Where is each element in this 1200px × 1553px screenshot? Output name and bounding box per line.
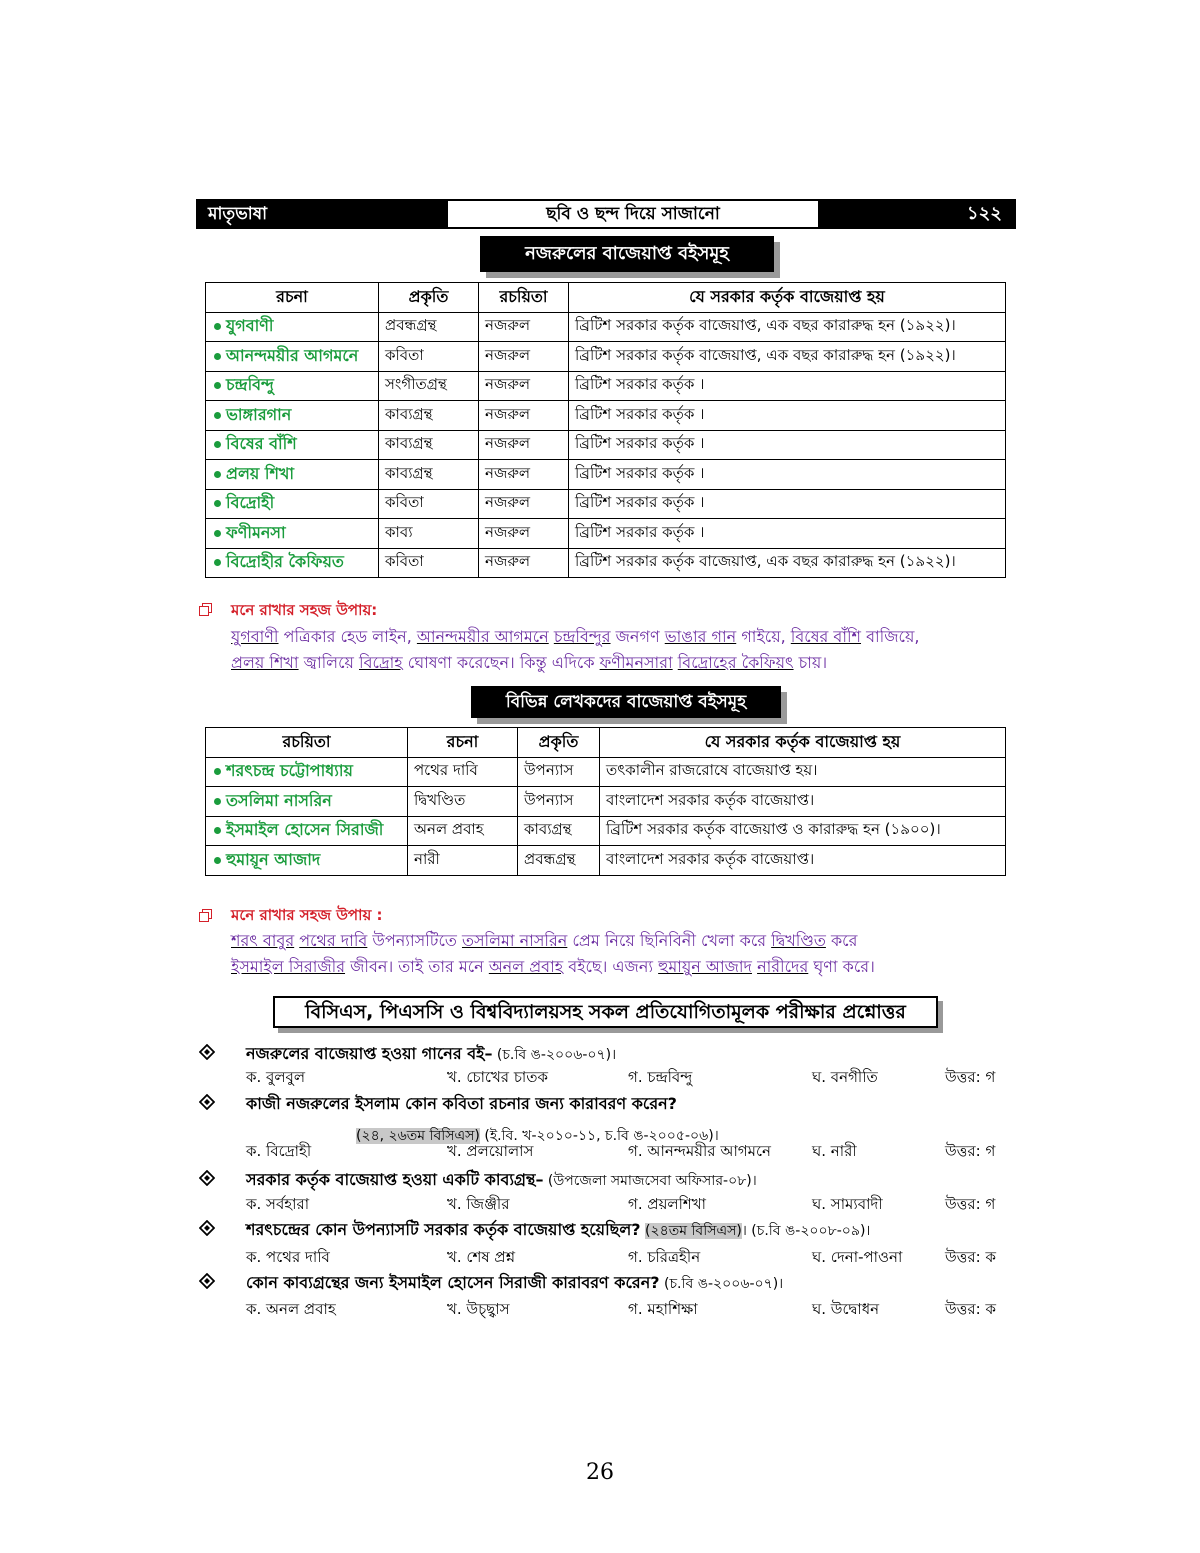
cell-text: ভাঙ্গারগান — [226, 404, 292, 424]
tip-keyword: নারীদের — [757, 957, 809, 976]
tip-text: গাইয়ে, — [736, 627, 791, 646]
question-source: (চ.বি ঙ-২০০৬-০৭)। — [659, 1276, 784, 1292]
table-cell — [600, 816, 1006, 846]
other-authors-banned-books-table — [205, 727, 1006, 876]
table-cell — [479, 489, 569, 519]
section1-title: নজরুলের বাজেয়াপ্ত বইসমূহ — [480, 236, 774, 272]
bullet-icon — [214, 441, 221, 448]
source-after: । (চ.বি ঙ-২০০৮-০৯)। — [741, 1223, 871, 1239]
table-cell — [206, 757, 408, 787]
cell-text: ব্রিটিশ সরকার কর্তৃক । — [575, 434, 705, 453]
tip1-heading: মনে রাখার সহজ উপায়: — [231, 601, 378, 619]
tip-keyword: ফণীমনসারা — [599, 653, 673, 672]
tip-text: জীবন। তাই তার মনে — [345, 957, 489, 976]
tip-keyword: অনল প্রবাহ — [488, 957, 564, 976]
bullet-icon — [214, 471, 221, 478]
bullet-icon — [214, 827, 221, 834]
table-cell — [379, 312, 479, 342]
cell-text: নজরুল — [485, 375, 531, 394]
cell-text: নজরুল — [485, 404, 531, 423]
table-row — [206, 401, 1006, 431]
bullet-icon — [214, 412, 221, 419]
table-cell — [408, 846, 518, 876]
cell-text: চন্দ্রবিন্দু — [226, 375, 274, 395]
table-cell — [569, 401, 1006, 431]
correct-answer: উত্তর: গ — [945, 1195, 996, 1213]
answer-option: গ. আনন্দময়ীর আগমনে — [628, 1142, 771, 1160]
tip1-line2 — [231, 650, 827, 677]
table-cell — [479, 460, 569, 490]
tip-keyword: আনন্দময়ীর আগমনে — [416, 627, 549, 646]
table-cell — [600, 757, 1006, 787]
question: কাজী নজরুলের ইসলাম কোন কবিতা রচনার জন্য কারাবরণ করেন? — [246, 1094, 677, 1113]
table-cell — [408, 757, 518, 787]
page-number: 26 — [586, 1460, 614, 1485]
answer-option: ঘ. দেনা-পাওনা — [812, 1248, 903, 1266]
source-highlight: (২৪, ২৬তম বিসিএস) — [356, 1128, 480, 1144]
table-cell — [479, 548, 569, 578]
table-cell — [479, 371, 569, 401]
question-text — [246, 1167, 757, 1194]
table-row — [206, 787, 1006, 817]
bullet-icon — [214, 559, 221, 566]
bullet-icon — [214, 530, 221, 537]
bullet-icon — [214, 857, 221, 864]
table-row — [206, 460, 1006, 490]
tip-keyword: ভাঙার গান — [664, 627, 737, 646]
table-cell — [206, 401, 379, 431]
header-subject: মাতৃভাষা — [198, 201, 448, 227]
tip-text: চায়। — [793, 653, 828, 672]
answer-option: গ. চন্দ্রবিন্দু — [628, 1068, 693, 1086]
column-header: প্রকৃতি — [379, 283, 479, 313]
tip-text: বইছে। এজন্য — [563, 957, 659, 976]
table-cell — [569, 430, 1006, 460]
table-cell — [379, 342, 479, 372]
tip-text: জ্বালিয়ে — [298, 653, 360, 672]
table-cell — [206, 519, 379, 549]
table-cell — [600, 787, 1006, 817]
table-cell — [569, 371, 1006, 401]
nazrul-banned-books-table — [205, 282, 1006, 578]
table-row — [206, 757, 1006, 787]
tip-text: পত্রিকার হেড লাইন, — [278, 627, 417, 646]
cell-text: ইসমাইল হোসেন সিরাজী — [226, 820, 384, 840]
tip-keyword: হুমায়ুন আজাদ — [658, 957, 752, 976]
question: কোন কাব্যগ্রন্থের জন্য ইসমাইল হোসেন সিরাজী কারাবরণ করেন? — [246, 1273, 660, 1292]
table-cell — [206, 816, 408, 846]
column-header: রচয়িতা — [206, 728, 408, 758]
tip-text: উপন্যাসটিতে — [367, 931, 462, 950]
section2-title: বিভিন্ন লেখকদের বাজেয়াপ্ত বইসমূহ — [471, 686, 781, 718]
table-row — [206, 371, 1006, 401]
answer-option: খ. জিঞ্জীর — [447, 1195, 510, 1213]
table-cell — [569, 312, 1006, 342]
cell-text: ফণীমনসা — [226, 522, 286, 542]
table-cell — [379, 489, 479, 519]
tip-keyword: যুগবাণী — [231, 627, 279, 646]
tip-text: করে — [825, 931, 858, 950]
cell-text: কাব্যগ্রন্থ — [385, 434, 433, 453]
answer-option: খ. চোখের চাতক — [447, 1068, 549, 1086]
table-cell — [379, 401, 479, 431]
cell-text: বিদ্রোহীর কৈফিয়ত — [226, 552, 344, 572]
column-header: যে সরকার কর্তৃক বাজেয়াপ্ত হয় — [600, 728, 1006, 758]
source-after: (ই.বি. খ-২০১০-১১, চ.বি ঙ-২০০৫-০৬)। — [479, 1128, 719, 1144]
table-row — [206, 548, 1006, 578]
answer-option: ঘ. নারী — [812, 1142, 857, 1160]
cell-text: তসলিমা নাসরিন — [226, 790, 332, 810]
answer-option: খ. উচ্ছ্বাস — [447, 1300, 510, 1318]
cell-text: কবিতা — [385, 345, 424, 364]
answer-option: ক. অনল প্রবাহ — [246, 1300, 336, 1318]
tip-keyword: শরৎ বাবুর — [231, 931, 295, 950]
diamond-bullet-icon — [199, 1044, 215, 1060]
cell-text: প্রবন্ধগ্রন্থ — [524, 849, 576, 868]
table-cell — [206, 489, 379, 519]
table-cell — [206, 548, 379, 578]
tip-keyword: দ্বিখণ্ডিত — [771, 931, 826, 950]
table-cell — [479, 430, 569, 460]
question-text — [246, 1270, 783, 1297]
tip-keyword: বিদ্রোহ — [359, 653, 403, 672]
cell-text: যুগবাণী — [226, 316, 274, 336]
table-cell — [379, 430, 479, 460]
table-cell — [408, 787, 518, 817]
table-cell — [379, 460, 479, 490]
cell-text: বাংলাদেশ সরকার কর্তৃক বাজেয়াপ্ত। — [606, 849, 815, 868]
answer-option: ঘ. সাম্যবাদী — [812, 1195, 883, 1213]
column-header: প্রকৃতি — [518, 728, 600, 758]
bullet-icon — [214, 768, 221, 775]
tip-text: প্রেম নিয়ে ছিনিবিনী খেলা করে — [567, 931, 772, 950]
cell-text: ব্রিটিশ সরকার কর্তৃক । — [575, 404, 705, 423]
question: সরকার কর্তৃক বাজেয়াপ্ত হওয়া একটি কাব্যগ্রন্থ– — [246, 1170, 544, 1189]
table-cell — [600, 846, 1006, 876]
table-cell — [206, 312, 379, 342]
cell-text: ব্রিটিশ সরকার কর্তৃক বাজেয়াপ্ত ও কারারুদ্ধ হন (১৯০০)। — [606, 820, 941, 839]
answer-option: ক. বিদ্রোহী — [246, 1142, 312, 1160]
cell-text: নজরুল — [485, 493, 531, 512]
cell-text: নজরুল — [485, 522, 531, 541]
table-cell — [479, 401, 569, 431]
tip-keyword: প্রলয় শিখা — [231, 653, 299, 672]
tip-icon — [199, 909, 213, 923]
question: নজরুলের বাজেয়াপ্ত হওয়া গানের বই– — [246, 1044, 493, 1063]
cell-text: কাব্যগ্রন্থ — [524, 820, 572, 839]
qa-section-title: বিসিএস, পিএসসি ও বিশ্ববিদ্যালয়সহ সকল প্রতিযোগিতামূলক পরীক্ষার প্রশ্নোত্তর — [273, 996, 938, 1028]
cell-text: উপন্যাস — [524, 761, 574, 780]
table-cell — [569, 489, 1006, 519]
diamond-bullet-icon — [199, 1220, 215, 1236]
table-cell — [379, 371, 479, 401]
table-cell — [479, 312, 569, 342]
answer-option: খ. শেষ প্রশ্ন — [447, 1248, 516, 1266]
cell-text: নারী — [414, 849, 440, 868]
answer-option: খ. প্রলয়োলাস — [447, 1142, 534, 1160]
diamond-bullet-icon — [199, 1170, 215, 1186]
tip-keyword: ইসমাইল সিরাজীর — [231, 957, 346, 976]
tip-text: বাজিয়ে, — [861, 627, 920, 646]
table-row — [206, 519, 1006, 549]
table-cell — [518, 816, 600, 846]
cell-text: হুমায়ূন আজাদ — [226, 849, 321, 869]
cell-text: কাব্যগ্রন্থ — [385, 404, 433, 423]
column-header: রচনা — [408, 728, 518, 758]
cell-text: বিদ্রোহী — [226, 493, 275, 513]
tip-text: ঘৃণা করে। — [808, 957, 875, 976]
tip2-line1 — [231, 928, 857, 955]
table-row — [206, 816, 1006, 846]
cell-text: ব্রিটিশ সরকার কর্তৃক বাজেয়াপ্ত, এক বছর কারারুদ্ধ হন (১৯২২)। — [575, 316, 956, 335]
answer-option: ক. বুলবুল — [246, 1068, 306, 1086]
table-cell — [206, 342, 379, 372]
cell-text: প্রবন্ধগ্রন্থ — [385, 316, 437, 335]
table-cell — [569, 548, 1006, 578]
answer-option: গ. মহাশিক্ষা — [628, 1300, 698, 1318]
question-source: (চ.বি ঙ-২০০৬-০৭)। — [492, 1047, 617, 1063]
cell-text: সংগীতগ্রন্থ — [385, 375, 447, 394]
cell-text: বাংলাদেশ সরকার কর্তৃক বাজেয়াপ্ত। — [606, 790, 815, 809]
answer-option: ঘ. উদ্বোধন — [812, 1300, 880, 1318]
diamond-bullet-icon — [199, 1273, 215, 1289]
correct-answer: উত্তর: ক — [945, 1248, 996, 1266]
cell-text: ব্রিটিশ সরকার কর্তৃক । — [575, 522, 705, 541]
header-chapter: ছবি ও ছন্দ দিয়ে সাজানো — [546, 204, 720, 224]
table-cell — [206, 846, 408, 876]
cell-text: কবিতা — [385, 552, 424, 571]
tip-text: জনগণ — [610, 627, 665, 646]
correct-answer: উত্তর: ক — [945, 1300, 996, 1318]
table-cell — [206, 460, 379, 490]
page-header — [196, 199, 1016, 229]
tip2-heading: মনে রাখার সহজ উপায় : — [231, 906, 383, 924]
cell-text: বিষের বাঁশি — [226, 434, 297, 454]
cell-text: আনন্দময়ীর আগমনে — [226, 345, 359, 365]
answer-option: ঘ. বনগীতি — [812, 1068, 878, 1086]
tip-keyword: বিষের বাঁশি — [790, 627, 862, 646]
correct-answer: উত্তর: গ — [945, 1142, 996, 1160]
table-cell — [379, 548, 479, 578]
column-header: যে সরকার কর্তৃক বাজেয়াপ্ত হয় — [569, 283, 1006, 313]
answer-option: ক. সর্বহারা — [246, 1195, 310, 1213]
cell-text: নজরুল — [485, 316, 531, 335]
cell-text: ব্রিটিশ সরকার কর্তৃক । — [575, 463, 705, 482]
table-cell — [518, 757, 600, 787]
cell-text: শরৎচন্দ্র চট্টোপাধ্যায় — [226, 761, 353, 781]
cell-text: নজরুল — [485, 463, 531, 482]
tip-icon — [199, 603, 213, 617]
cell-text: ব্রিটিশ সরকার কর্তৃক । — [575, 493, 705, 512]
table-cell — [379, 519, 479, 549]
table-row — [206, 846, 1006, 876]
question-source: (উপজেলা সমাজসেবা অফিসার-০৮)। — [543, 1173, 757, 1189]
question-text — [246, 1041, 616, 1068]
cell-text: ব্রিটিশ সরকার কর্তৃক বাজেয়াপ্ত, এক বছর কারারুদ্ধ হন (১৯২২)। — [575, 345, 956, 364]
table-cell — [408, 816, 518, 846]
table-row — [206, 312, 1006, 342]
cell-text: কাব্যগ্রন্থ — [385, 463, 433, 482]
table-cell — [479, 342, 569, 372]
cell-text: প্রলয় শিখা — [226, 463, 295, 483]
tip2-line2 — [231, 954, 875, 981]
correct-answer: উত্তর: গ — [945, 1068, 996, 1086]
tip-keyword: তসলিমা নাসরিন — [461, 931, 568, 950]
table-cell — [479, 519, 569, 549]
cell-text: ব্রিটিশ সরকার কর্তৃক বাজেয়াপ্ত, এক বছর কারারুদ্ধ হন (১৯২২)। — [575, 552, 956, 571]
bullet-icon — [214, 382, 221, 389]
cell-text: নজরুল — [485, 345, 531, 364]
header-page-number: ১২২ — [818, 201, 1014, 227]
cell-text: কাব্য — [385, 522, 413, 541]
source-highlight: (২৪তম বিসিএস) — [645, 1223, 742, 1239]
table-cell — [518, 787, 600, 817]
table-cell — [206, 371, 379, 401]
tip1-line1 — [231, 624, 919, 651]
table-row — [206, 489, 1006, 519]
cell-text: ব্রিটিশ সরকার কর্তৃক । — [575, 375, 705, 394]
cell-text: পথের দাবি — [414, 761, 478, 780]
answer-option: গ. প্রয়লশিখা — [628, 1195, 706, 1213]
column-header: রচয়িতা — [479, 283, 569, 313]
cell-text: নজরুল — [485, 434, 531, 453]
tip-keyword: পথের দাবি — [299, 931, 368, 950]
diamond-bullet-icon — [199, 1094, 215, 1110]
table-row — [206, 430, 1006, 460]
answer-option: গ. চরিত্রহীন — [628, 1248, 701, 1266]
tip-keyword: বিদ্রোহের কৈফিয়ৎ — [677, 653, 794, 672]
table-row — [206, 342, 1006, 372]
cell-text: দ্বিখণ্ডিত — [414, 790, 466, 809]
tip-keyword: চন্দ্রবিন্দুর — [553, 627, 611, 646]
bullet-icon — [214, 353, 221, 360]
cell-text: উপন্যাস — [524, 790, 574, 809]
cell-text: তৎকালীন রাজরোষে বাজেয়াপ্ত হয়। — [606, 761, 818, 780]
column-header: রচনা — [206, 283, 379, 313]
table-cell — [569, 519, 1006, 549]
cell-text: অনল প্রবাহ — [414, 820, 484, 839]
table-cell — [569, 342, 1006, 372]
bullet-icon — [214, 798, 221, 805]
cell-text: নজরুল — [485, 552, 531, 571]
bullet-icon — [214, 500, 221, 507]
question: শরৎচন্দ্রের কোন উপন্যাসটি সরকার কর্তৃক বাজেয়াপ্ত হয়েছিল? — [246, 1220, 641, 1239]
bullet-icon — [214, 323, 221, 330]
question-text — [246, 1217, 870, 1244]
table-cell — [206, 430, 379, 460]
table-cell — [569, 460, 1006, 490]
table-cell — [518, 846, 600, 876]
tip-text: ঘোষণা করেছেন। কিন্তু এদিকে — [402, 653, 600, 672]
cell-text: কবিতা — [385, 493, 424, 512]
answer-option: ক. পথের দাবি — [246, 1248, 330, 1266]
table-cell — [206, 787, 408, 817]
